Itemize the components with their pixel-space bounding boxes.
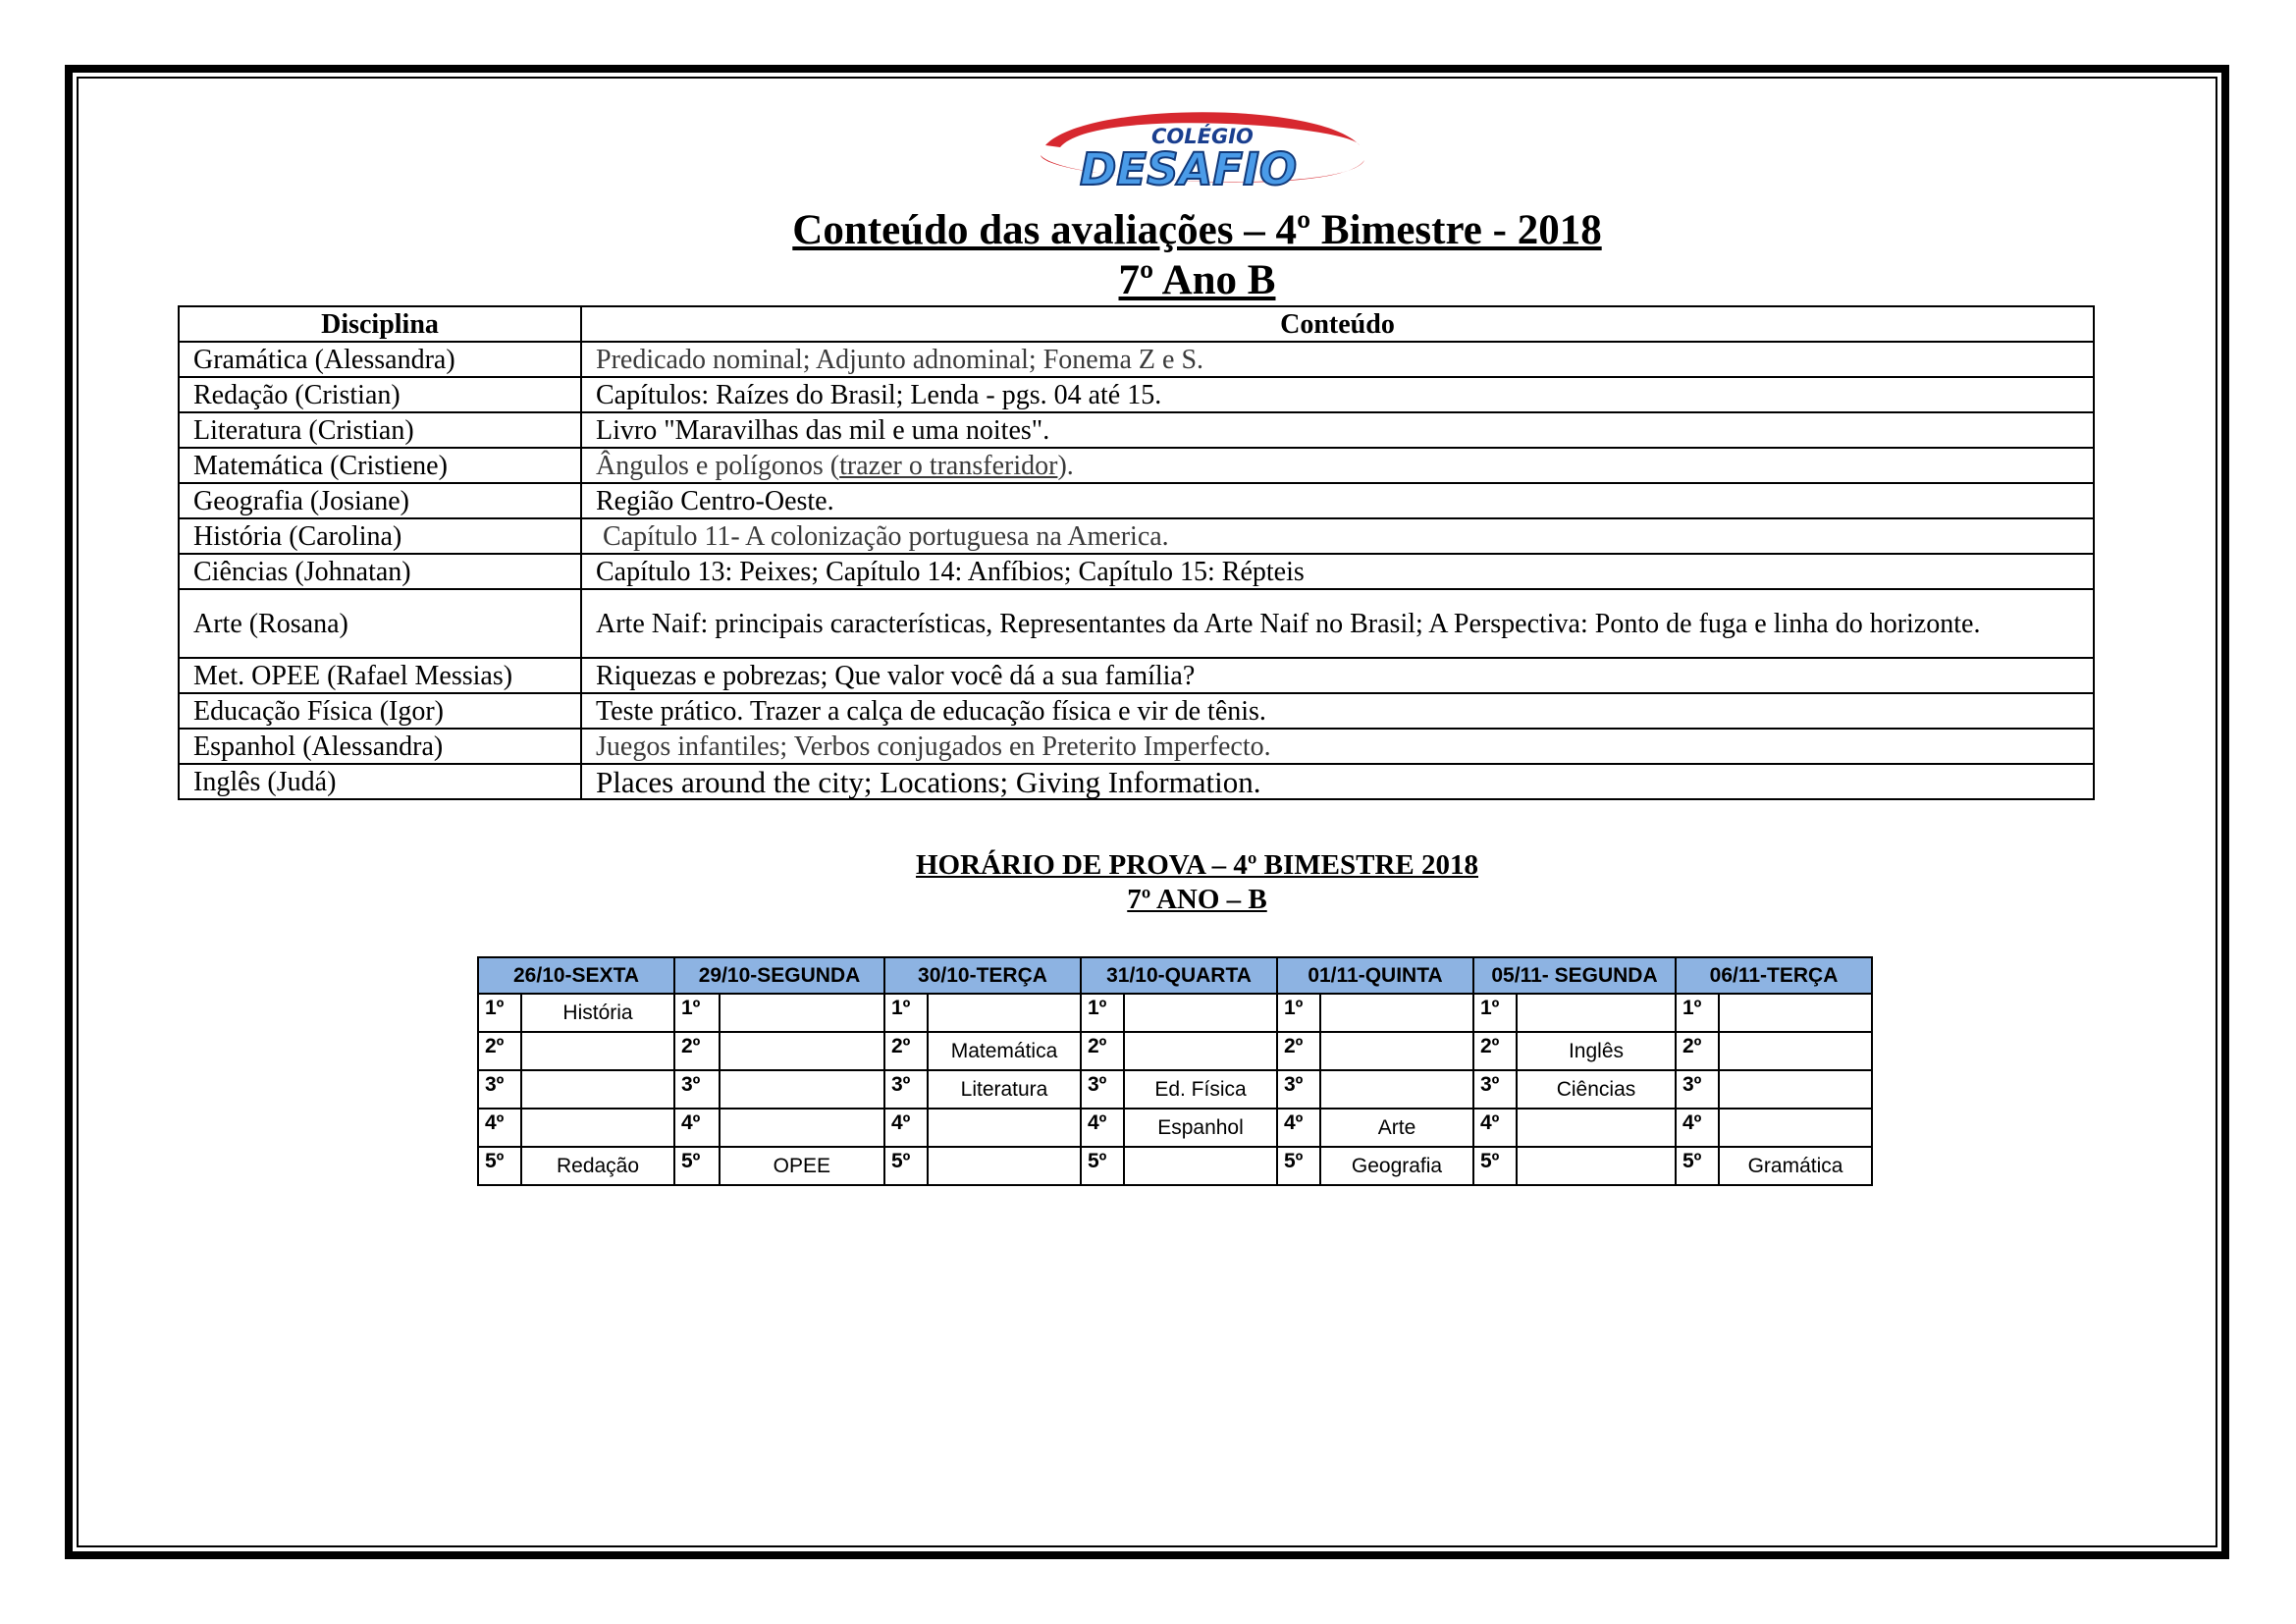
content-cell: Juegos infantiles; Verbos conjugados en Preterito Imperfecto. xyxy=(581,729,2094,764)
period-label: 1º xyxy=(1676,994,1719,1032)
subject-cell: Arte (Rosana) xyxy=(179,589,581,658)
period-label: 5º xyxy=(1277,1147,1320,1185)
period-label: 3º xyxy=(1676,1070,1719,1109)
subject-cell: Geografia (Josiane) xyxy=(179,483,581,518)
period-label: 4º xyxy=(884,1109,928,1147)
table-row xyxy=(179,412,2094,448)
logo-line1: COLÉGIO xyxy=(1151,125,1254,148)
content-cell: Teste prático. Trazer a calça de educação física e vir de tênis. xyxy=(581,693,2094,729)
table-row xyxy=(179,764,2094,799)
period-label: 5º xyxy=(478,1147,521,1185)
schedule-row xyxy=(478,1109,1872,1147)
exam-cell: Literatura xyxy=(928,1070,1081,1109)
day-header: 06/11-TERÇA xyxy=(1676,957,1872,994)
exam-cell xyxy=(1320,1070,1473,1109)
page-subtitle: 7º Ano B xyxy=(1118,257,1276,303)
table-row xyxy=(179,589,2094,658)
schedule-row xyxy=(478,1032,1872,1070)
content-table-header xyxy=(179,306,2094,342)
period-label: 3º xyxy=(1277,1070,1320,1109)
period-label: 2º xyxy=(1473,1032,1517,1070)
exam-cell xyxy=(521,1070,674,1109)
content-cell: Riquezas e pobrezas; Que valor você dá a sua família? xyxy=(581,658,2094,693)
exam-cell xyxy=(720,994,884,1032)
period-label: 5º xyxy=(884,1147,928,1185)
content-underlined-note: trazer o transferidor xyxy=(839,450,1058,481)
exam-cell: Inglês xyxy=(1517,1032,1676,1070)
period-label: 4º xyxy=(1473,1109,1517,1147)
exam-cell xyxy=(1124,1032,1277,1070)
period-label: 4º xyxy=(1277,1109,1320,1147)
period-label: 1º xyxy=(1081,994,1124,1032)
day-header: 29/10-SEGUNDA xyxy=(674,957,884,994)
exam-cell: Ciências xyxy=(1517,1070,1676,1109)
subject-cell: Met. OPEE (Rafael Messias) xyxy=(179,658,581,693)
schedule-table xyxy=(477,956,1873,1186)
day-header: 01/11-QUINTA xyxy=(1277,957,1473,994)
exam-cell xyxy=(1320,1032,1473,1070)
period-label: 1º xyxy=(674,994,720,1032)
exam-cell xyxy=(720,1032,884,1070)
subject-cell: Literatura (Cristian) xyxy=(179,412,581,448)
period-label: 3º xyxy=(884,1070,928,1109)
content-text: Ângulos e polígonos ( xyxy=(596,450,840,481)
period-label: 2º xyxy=(478,1032,521,1070)
exam-cell xyxy=(1517,1109,1676,1147)
period-label: 5º xyxy=(674,1147,720,1185)
table-row xyxy=(179,483,2094,518)
period-label: 3º xyxy=(478,1070,521,1109)
exam-cell: História xyxy=(521,994,674,1032)
exam-cell: OPEE xyxy=(720,1147,884,1185)
period-label: 3º xyxy=(674,1070,720,1109)
exam-cell xyxy=(928,994,1081,1032)
subject-cell: Inglês (Judá) xyxy=(179,764,581,799)
exam-cell xyxy=(1517,994,1676,1032)
period-label: 4º xyxy=(1081,1109,1124,1147)
table-row xyxy=(179,554,2094,589)
exam-cell xyxy=(1719,1032,1872,1070)
subject-cell: Gramática (Alessandra) xyxy=(179,342,581,377)
content-cell: Capítulo 11- A colonização portuguesa na America. xyxy=(581,518,2094,554)
period-label: 1º xyxy=(478,994,521,1032)
exam-cell: Redação xyxy=(521,1147,674,1185)
exam-cell xyxy=(1719,1109,1872,1147)
subject-cell: Matemática (Cristiene) xyxy=(179,448,581,483)
period-label: 1º xyxy=(884,994,928,1032)
period-label: 5º xyxy=(1676,1147,1719,1185)
table-row xyxy=(179,448,2094,483)
content-cell: Arte Naif: principais características, Representantes da Arte Naif no Brasil; A Perspectiva: Ponto de fuga e linha do horizonte. xyxy=(581,589,2094,658)
period-label: 4º xyxy=(674,1109,720,1147)
table-row xyxy=(179,377,2094,412)
period-label: 5º xyxy=(1473,1147,1517,1185)
exam-cell: Gramática xyxy=(1719,1147,1872,1185)
subject-cell: Educação Física (Igor) xyxy=(179,693,581,729)
header-content: Conteúdo xyxy=(581,306,2094,342)
table-row xyxy=(179,518,2094,554)
exam-cell: Espanhol xyxy=(1124,1109,1277,1147)
exam-cell xyxy=(1320,994,1473,1032)
content-text: ). xyxy=(1057,450,1074,481)
content-cell: Capítulos: Raízes do Brasil; Lenda - pgs. 04 até 15. xyxy=(581,377,2094,412)
exam-cell xyxy=(928,1147,1081,1185)
period-label: 2º xyxy=(1277,1032,1320,1070)
exam-cell xyxy=(1517,1147,1676,1185)
school-logo xyxy=(1026,106,1374,204)
subject-cell: História (Carolina) xyxy=(179,518,581,554)
exam-cell: Ed. Física xyxy=(1124,1070,1277,1109)
day-header: 31/10-QUARTA xyxy=(1081,957,1277,994)
content-table xyxy=(178,305,2095,800)
period-label: 2º xyxy=(1081,1032,1124,1070)
exam-cell: Arte xyxy=(1320,1109,1473,1147)
content-cell: Região Centro-Oeste. xyxy=(581,483,2094,518)
table-row xyxy=(179,729,2094,764)
schedule-row xyxy=(478,994,1872,1032)
period-label: 2º xyxy=(674,1032,720,1070)
table-row xyxy=(179,693,2094,729)
period-label: 1º xyxy=(1277,994,1320,1032)
period-label: 3º xyxy=(1473,1070,1517,1109)
period-label: 2º xyxy=(1676,1032,1719,1070)
schedule-subtitle: 7º ANO – B xyxy=(1127,884,1267,915)
exam-cell xyxy=(1719,1070,1872,1109)
table-row xyxy=(179,342,2094,377)
subject-cell: Ciências (Johnatan) xyxy=(179,554,581,589)
period-label: 4º xyxy=(478,1109,521,1147)
header-discipline: Disciplina xyxy=(179,306,581,342)
subject-cell: Redação (Cristian) xyxy=(179,377,581,412)
table-row xyxy=(179,658,2094,693)
schedule-title: HORÁRIO DE PROVA – 4º BIMESTRE 2018 xyxy=(915,849,1478,881)
period-label: 1º xyxy=(1473,994,1517,1032)
exam-cell: Matemática xyxy=(928,1032,1081,1070)
period-label: 4º xyxy=(1676,1109,1719,1147)
exam-cell xyxy=(1124,1147,1277,1185)
exam-cell xyxy=(521,1109,674,1147)
day-header: 30/10-TERÇA xyxy=(884,957,1081,994)
period-label: 3º xyxy=(1081,1070,1124,1109)
exam-cell xyxy=(720,1109,884,1147)
logo-line2: DESAFIO xyxy=(1080,143,1298,195)
exam-cell xyxy=(1124,994,1277,1032)
schedule-header-row xyxy=(478,957,1872,994)
subject-cell: Espanhol (Alessandra) xyxy=(179,729,581,764)
content-cell: Capítulo 13: Peixes; Capítulo 14: Anfíbios; Capítulo 15: Répteis xyxy=(581,554,2094,589)
period-label: 5º xyxy=(1081,1147,1124,1185)
exam-cell xyxy=(928,1109,1081,1147)
exam-cell xyxy=(720,1070,884,1109)
content-cell: Livro "Maravilhas das mil e uma noites". xyxy=(581,412,2094,448)
period-label: 2º xyxy=(884,1032,928,1070)
schedule-row xyxy=(478,1070,1872,1109)
content-cell: Predicado nominal; Adjunto adnominal; Fonema Z e S. xyxy=(581,342,2094,377)
exam-cell: Geografia xyxy=(1320,1147,1473,1185)
content-cell xyxy=(581,448,2094,483)
page-title: Conteúdo das avaliações – 4º Bimestre - 2018 xyxy=(792,207,1602,253)
exam-cell xyxy=(1719,994,1872,1032)
schedule-row xyxy=(478,1147,1872,1185)
day-header: 26/10-SEXTA xyxy=(478,957,674,994)
exam-cell xyxy=(521,1032,674,1070)
day-header: 05/11- SEGUNDA xyxy=(1473,957,1676,994)
content-cell: Places around the city; Locations; Giving Information. xyxy=(581,764,2094,799)
